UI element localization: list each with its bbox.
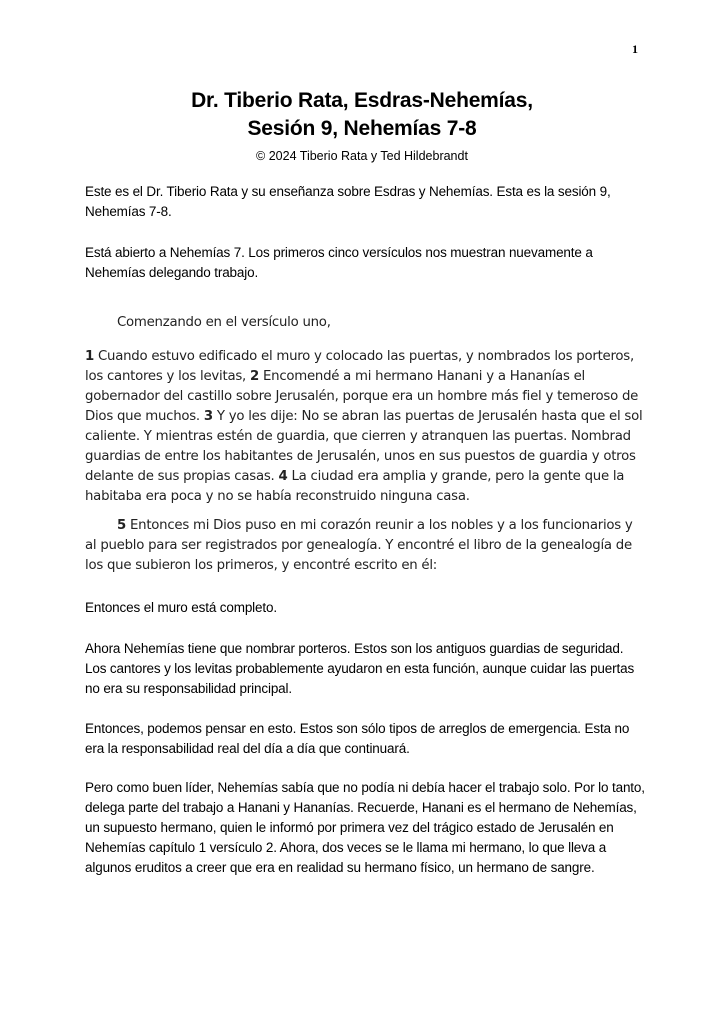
scripture-paragraph-1 [85, 347, 645, 507]
scripture-lead-in: Comenzando en el versículo uno, [117, 315, 331, 330]
title-line-1: Dr. Tiberio Rata, Esdras-Nehemías, [191, 89, 533, 112]
verse-text: La ciudad era amplia y grande, pero la gente que la habitaba era poca y no se había reconstruido ninguna casa. [85, 469, 625, 504]
scripture-paragraph-2 [85, 516, 645, 576]
body-paragraph-4: Pero como buen líder, Nehemías sabía que no podía ni debía hacer el trabajo solo. Por lo tanto, delega parte del trabajo a Hanani y Hananías. Recuerde, Hanani es el hermano de Nehemías, un supuesto hermano, quien le informó por primera vez del trágico estado de Jerusalén en Nehemías capítulo 1 versículo 2. Ahora, dos veces se le llama mi hermano, lo que lleva a algunos eruditos a creer que era en realidad su hermano físico, un hermano de sangre. [85, 780, 645, 875]
title-line-2: Sesión 9, Nehemías 7-8 [247, 117, 477, 140]
copyright-notice: © 2024 Tiberio Rata y Ted Hildebrandt [256, 149, 468, 163]
body-paragraph-2: Ahora Nehemías tiene que nombrar porteros. Estos son los antiguos guardias de seguridad. Los cantores y los levitas probablemente ayudaron en esta función, aunque cuidar las puertas no era su responsabilidad principal. [85, 641, 635, 696]
verse-number: 2 [250, 369, 260, 384]
intro-paragraph-2: Está abierto a Nehemías 7. Los primeros cinco versículos nos muestran nuevamente a Nehemías delegando trabajo. [85, 245, 593, 280]
verse-text: Encomendé a mi hermano Hanani y a Hananías el gobernador del castillo sobre Jerusalén, porque era un hombre más fiel y temeroso de Dios que muchos. [85, 369, 639, 424]
verse-number: 5 [117, 518, 127, 533]
verse-number: 4 [278, 469, 288, 484]
verse-text: Y yo les dije: No se abran las puertas de Jerusalén hasta que el sol caliente. Y mientras estén de guardia, que cierren y atranquen las puertas. Nombrad guardias de entre los habitantes de Jerusalén, unos en sus puestos de guardia y otros delante de sus propias casas. [85, 409, 643, 484]
page-number: 1 [632, 42, 638, 56]
verse-text: Entonces mi Dios puso en mi corazón reunir a los nobles y a los funcionarios y al pueblo para ser registrados por genealogía. Y encontré el libro de la genealogía de los que subieron los primeros, y encontré escrito en él: [85, 518, 633, 573]
verse-number: 1 [85, 349, 95, 364]
body-paragraph-1: Entonces el muro está completo. [85, 600, 277, 615]
verse-text: Cuando estuvo edificado el muro y colocado las puertas, y nombrados los porteros, los cantores y los levitas, [85, 349, 634, 384]
body-paragraph-3: Entonces, podemos pensar en esto. Estos son sólo tipos de arreglos de emergencia. Esta no era la responsabilidad real del día a día que continuará. [85, 721, 630, 756]
verse-number: 3 [203, 409, 213, 424]
intro-paragraph-1: Este es el Dr. Tiberio Rata y su enseñanza sobre Esdras y Nehemías. Esta es la sesión 9, Nehemías 7-8. [85, 184, 611, 219]
